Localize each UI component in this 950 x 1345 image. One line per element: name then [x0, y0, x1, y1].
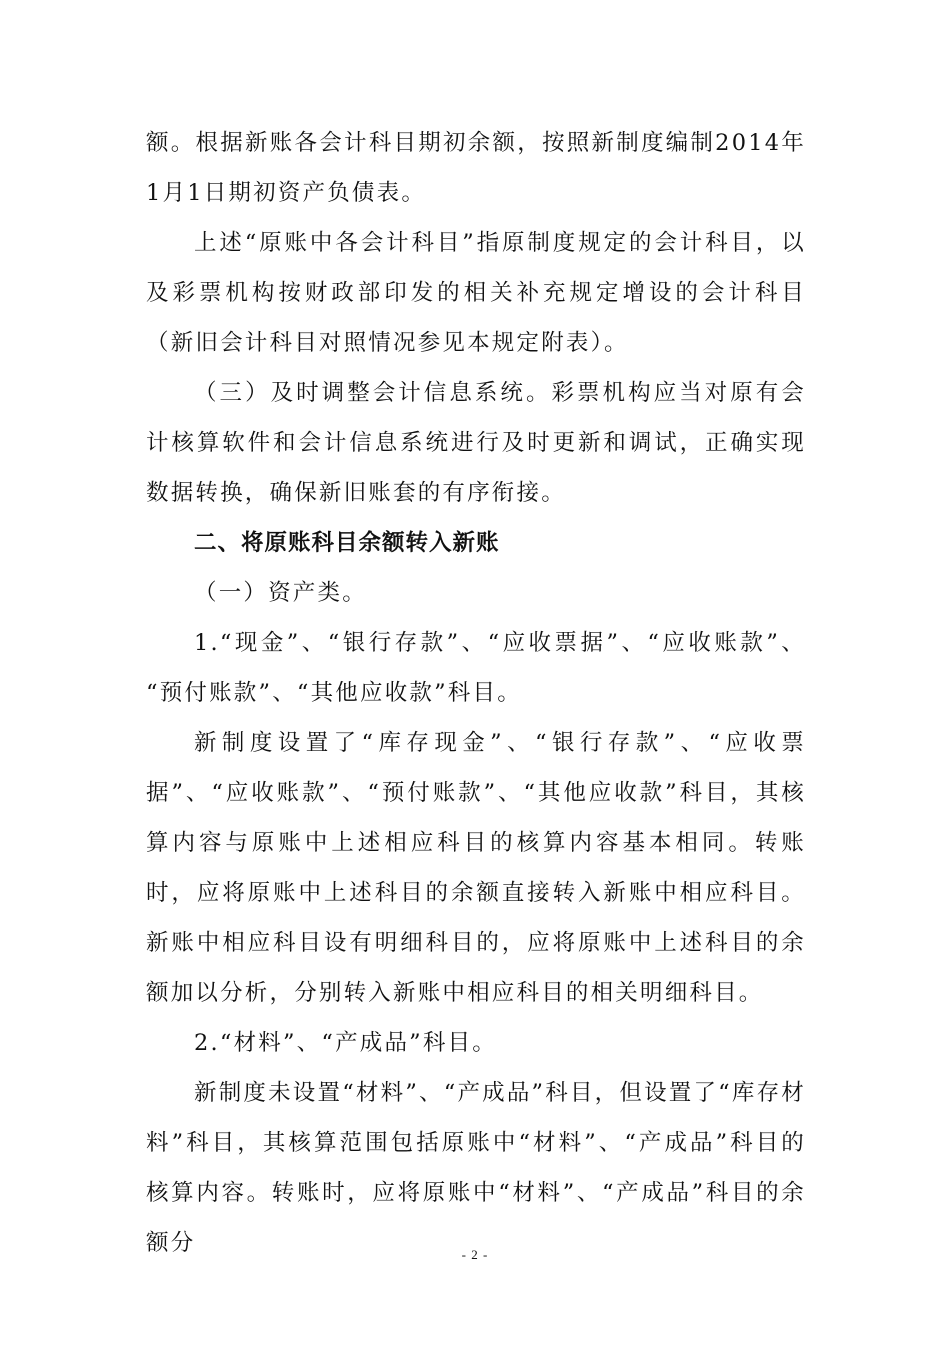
- section-heading-transfer: 二、将原账科目余额转入新账: [194, 530, 500, 556]
- paragraph-adjust-system: （三）及时调整会计信息系统。彩票机构应当对原有会计核算软件和会计信息系统进行及时更新和调试，正确实现数据转换，确保新旧账套的有序衔接。: [146, 380, 806, 506]
- document-body: [146, 118, 806, 1268]
- paragraph-materials-rule: 新制度未设置“材料”、“产成品”科目，但设置了“库存材料”科目，其核算范围包括原账中“材料”、“产成品”科目的核算内容。转账时，应将原账中“材料”、“产成品”科目的余额分: [146, 1080, 806, 1256]
- subsection-heading-assets: （一）资产类。: [194, 580, 367, 606]
- paragraph-original-accounts: 上述“原账中各会计科目”指原制度规定的会计科目，以及彩票机构按财政部印发的相关补充规定增设的会计科目（新旧会计科目对照情况参见本规定附表）。: [146, 230, 806, 356]
- item-heading-cash-accounts: 1.“现金”、“银行存款”、“应收票据”、“应收账款”、 “预付账款”、“其他应收款”科目。: [146, 630, 806, 706]
- paragraph-balance-sheet: 额。根据新账各会计科目期初余额，按照新制度编制2014年1月1日期初资产负债表。: [146, 130, 806, 206]
- paragraph-cash-accounts-rule: 新制度设置了“库存现金”、“银行存款”、“应收票据”、“应收账款”、“预付账款”、“其他应收款”科目，其核算内容与原账中上述相应科目的核算内容基本相同。转账时，应将原账中上述科目的余额直接转入新账中相应科目。新账中相应科目设有明细科目的，应将原账中上述科目的余额加以分析，分别转入新账中相应科目的相关明细科目。: [146, 730, 806, 1006]
- page-number: - 2 -: [461, 1247, 489, 1262]
- item-heading-materials: 2.“材料”、“产成品”科目。: [194, 1030, 497, 1056]
